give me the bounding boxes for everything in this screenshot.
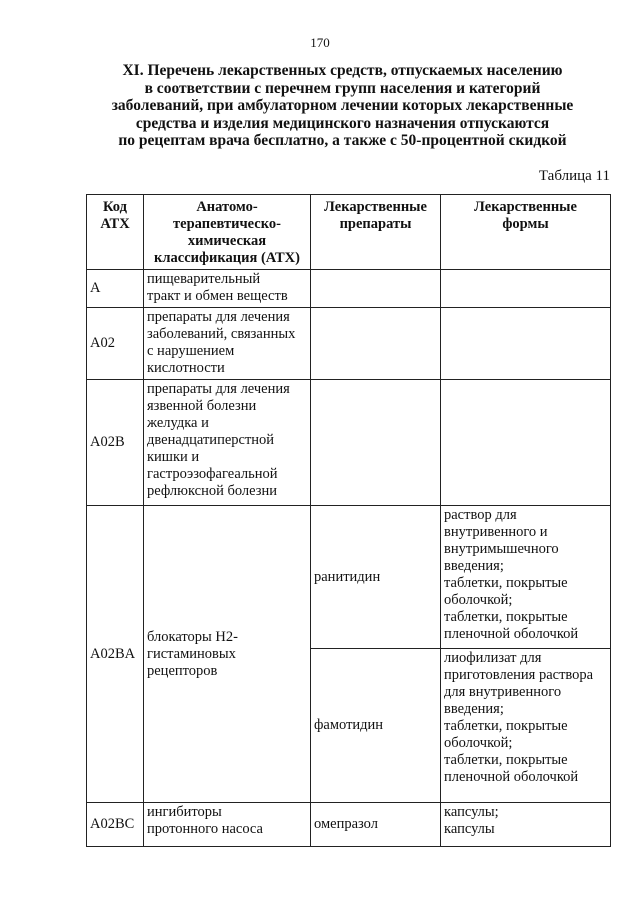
title-line: заболеваний, при амбулаторном лечении которых лекарственные — [111, 97, 574, 114]
atc-code: A02BA — [87, 506, 144, 803]
classification-line: гастроэзофагеальной — [147, 466, 278, 482]
form-line: внутримышечного — [444, 541, 559, 557]
classification-line: двенадцатиперстной — [147, 432, 275, 448]
dosage-forms — [441, 803, 611, 847]
drug-table — [86, 194, 611, 847]
table-row — [87, 270, 611, 308]
header-line: Лекарственные — [474, 199, 577, 215]
title-line: средства и изделия медицинского назначения отпускаются — [135, 114, 550, 132]
table-row — [87, 308, 611, 380]
classification-line: пищеварительный — [147, 271, 261, 287]
form-line: приготовления раствора — [444, 667, 594, 683]
drug-cell — [311, 270, 441, 308]
form-line: раствор для — [444, 507, 517, 523]
form-line: внутривенного и — [444, 524, 548, 540]
header-code — [87, 195, 144, 270]
atc-classification — [144, 270, 311, 308]
drug-cell — [311, 308, 441, 380]
classification-line: препараты для лечения — [147, 309, 290, 325]
classification-line: кислотности — [147, 360, 225, 376]
atc-code: A02BC — [87, 803, 144, 847]
form-line: капсулы — [444, 821, 495, 837]
form-line: капсулы; — [444, 804, 499, 820]
drug-name: ранитидин — [311, 506, 441, 649]
atc-code: A — [87, 270, 144, 308]
atc-code: A02 — [87, 308, 144, 380]
title-line: XI. Перечень лекарственных средств, отпускаемых населению — [122, 62, 563, 79]
form-line: лиофилизат для — [444, 650, 542, 666]
dosage-forms — [441, 506, 611, 649]
table-caption: Таблица 11 — [538, 168, 610, 184]
header-line: классификация (АТХ) — [154, 250, 300, 266]
table-row — [87, 380, 611, 506]
drug-name: фамотидин — [311, 649, 441, 803]
form-line: таблетки, покрытые — [444, 752, 568, 768]
title-line: по рецептам врача бесплатно, а также с 50-процентной скидкой — [118, 132, 567, 149]
form-line: таблетки, покрытые — [444, 609, 568, 625]
header-line: Анатомо- — [196, 199, 258, 215]
classification-line: с нарушением — [147, 343, 235, 359]
classification-line: протонного насоса — [147, 821, 263, 837]
classification-line: рецепторов — [147, 662, 218, 679]
classification-line: заболеваний, связанных — [147, 326, 296, 342]
drug-name: омепразол — [311, 803, 441, 847]
header-line: Код — [103, 199, 127, 215]
classification-line: препараты для лечения — [147, 381, 290, 397]
header-line: формы — [502, 216, 549, 232]
form-line: для внутривенного — [444, 684, 562, 700]
header-line: химическая — [187, 233, 267, 249]
form-line: таблетки, покрытые — [444, 718, 568, 734]
form-line: оболочкой; — [444, 592, 513, 608]
table-row — [87, 803, 611, 847]
forms-cell — [441, 308, 611, 380]
drug-cell — [311, 380, 441, 506]
document-title — [80, 62, 605, 150]
table-row — [87, 506, 611, 649]
header-drugs — [311, 195, 441, 270]
forms-cell — [441, 380, 611, 506]
classification-line: язвенной болезни — [147, 398, 257, 414]
atc-classification — [144, 506, 311, 803]
header-line: препараты — [339, 216, 412, 232]
classification-line: желудка и — [147, 415, 209, 431]
classification-line: ингибиторы — [147, 804, 222, 820]
classification-line: гистаминовых — [147, 645, 236, 662]
header-line: Лекарственные — [324, 199, 427, 215]
dosage-forms — [441, 649, 611, 803]
form-line: пленочной оболочкой — [444, 626, 579, 642]
header-line: терапевтическо- — [173, 216, 281, 232]
title-line: в соответствии с перечнем групп населения и категорий — [144, 79, 541, 97]
form-line: оболочкой; — [444, 735, 513, 751]
classification-line: кишки и — [147, 449, 200, 465]
classification-line: рефлюксной болезни — [147, 483, 278, 499]
atc-classification — [144, 380, 311, 506]
header-forms — [441, 195, 611, 270]
form-line: таблетки, покрытые — [444, 575, 568, 591]
table-header-row — [87, 195, 611, 270]
atc-code: A02B — [87, 380, 144, 506]
atc-classification — [144, 308, 311, 380]
atc-classification — [144, 803, 311, 847]
forms-cell — [441, 270, 611, 308]
header-classification — [144, 195, 311, 270]
header-line: АТХ — [100, 216, 130, 232]
form-line: пленочной оболочкой — [444, 769, 579, 785]
page-number: 170 — [310, 35, 330, 50]
form-line: введения; — [444, 558, 504, 574]
form-line: введения; — [444, 701, 504, 717]
classification-line: тракт и обмен веществ — [147, 288, 288, 304]
classification-line: блокаторы H2- — [147, 628, 238, 645]
